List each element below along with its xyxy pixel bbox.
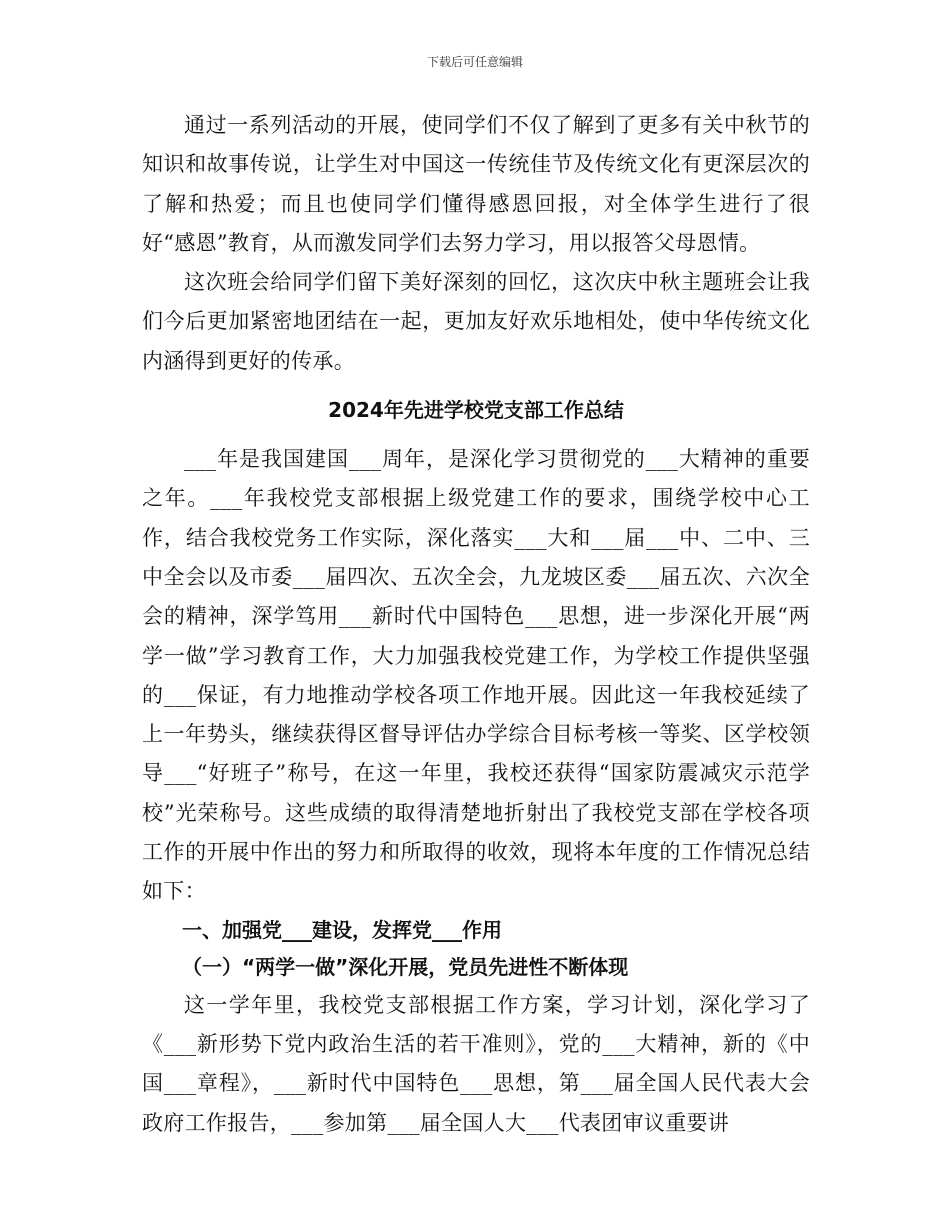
page-header-note: 下载后可任意编辑 xyxy=(426,55,523,69)
subsection-heading-1: （一）“两学一做”深化开展，党员先进性不断体现 xyxy=(182,954,629,979)
paragraph-intro: ___年是我国建国___周年，是深化学习贯彻党的___大精神的重要之年。___年我校党支部根据上级党建工作的要求，围绕学校中心工作，结合我校党务工作实际，深化落实___大和___届___中、二中、三中全会以及市委___届四次、五次全会，九龙坡区委___届五次、六次全会的精神，深学笃用___新时代中国特色___思想，进一步深化开展“两学一做”学习教育工作，大力加强我校党建工作，为学校工作提供坚强的___保证，有力地推动学校各项工作地开展。因此这一年我校延续了上一年势头，继续获得区督导评估办学综合目标考核一等奖、区学校领导___“好班子”称号，在这一年里，我校还获得“国家防震减灾示范学校”光荣称号。这些成绩的取得清楚地折射出了我校党支部在学校各项工作的开展中作出的努力和所取得的收效，现将本年度的工作情况总结如下： xyxy=(142,447,810,904)
paragraph-activities-summary: 通过一系列活动的开展，使同学们不仅了解到了更多有关中秋节的知识和故事传说，让学生对中国这一传统佳节及传统文化有更深层次的了解和热爱；而且也使同学们懂得感恩回报，对全体学生进行了很好“感恩”教育，从而激发同学们去努力学习，用以报答父母恩情。 xyxy=(142,113,810,255)
paragraph-study-content: 这一学年里，我校党支部根据工作方案，学习计划，深化学习了《___新形势下党内政治生活的若干准则》，党的___大精神，新的《中国___章程》，___新时代中国特色___思想，第___届全国人民代表大会政府工作报告，___参加第___届全国人大___代表团审议重要讲 xyxy=(142,992,810,1135)
document-body xyxy=(142,106,810,1143)
section-heading-1: 一、加强党___建设，发挥党___作用 xyxy=(182,917,502,942)
document-title: 2024年先进学校党支部工作总结 xyxy=(328,398,624,423)
paragraph-class-meeting: 这次班会给同学们留下美好深刻的回忆，这次庆中秋主题班会让我们今后更加紧密地团结在一起，更加友好欢乐地相处，使中华传统文化内涵得到更好的传承。 xyxy=(142,270,810,373)
